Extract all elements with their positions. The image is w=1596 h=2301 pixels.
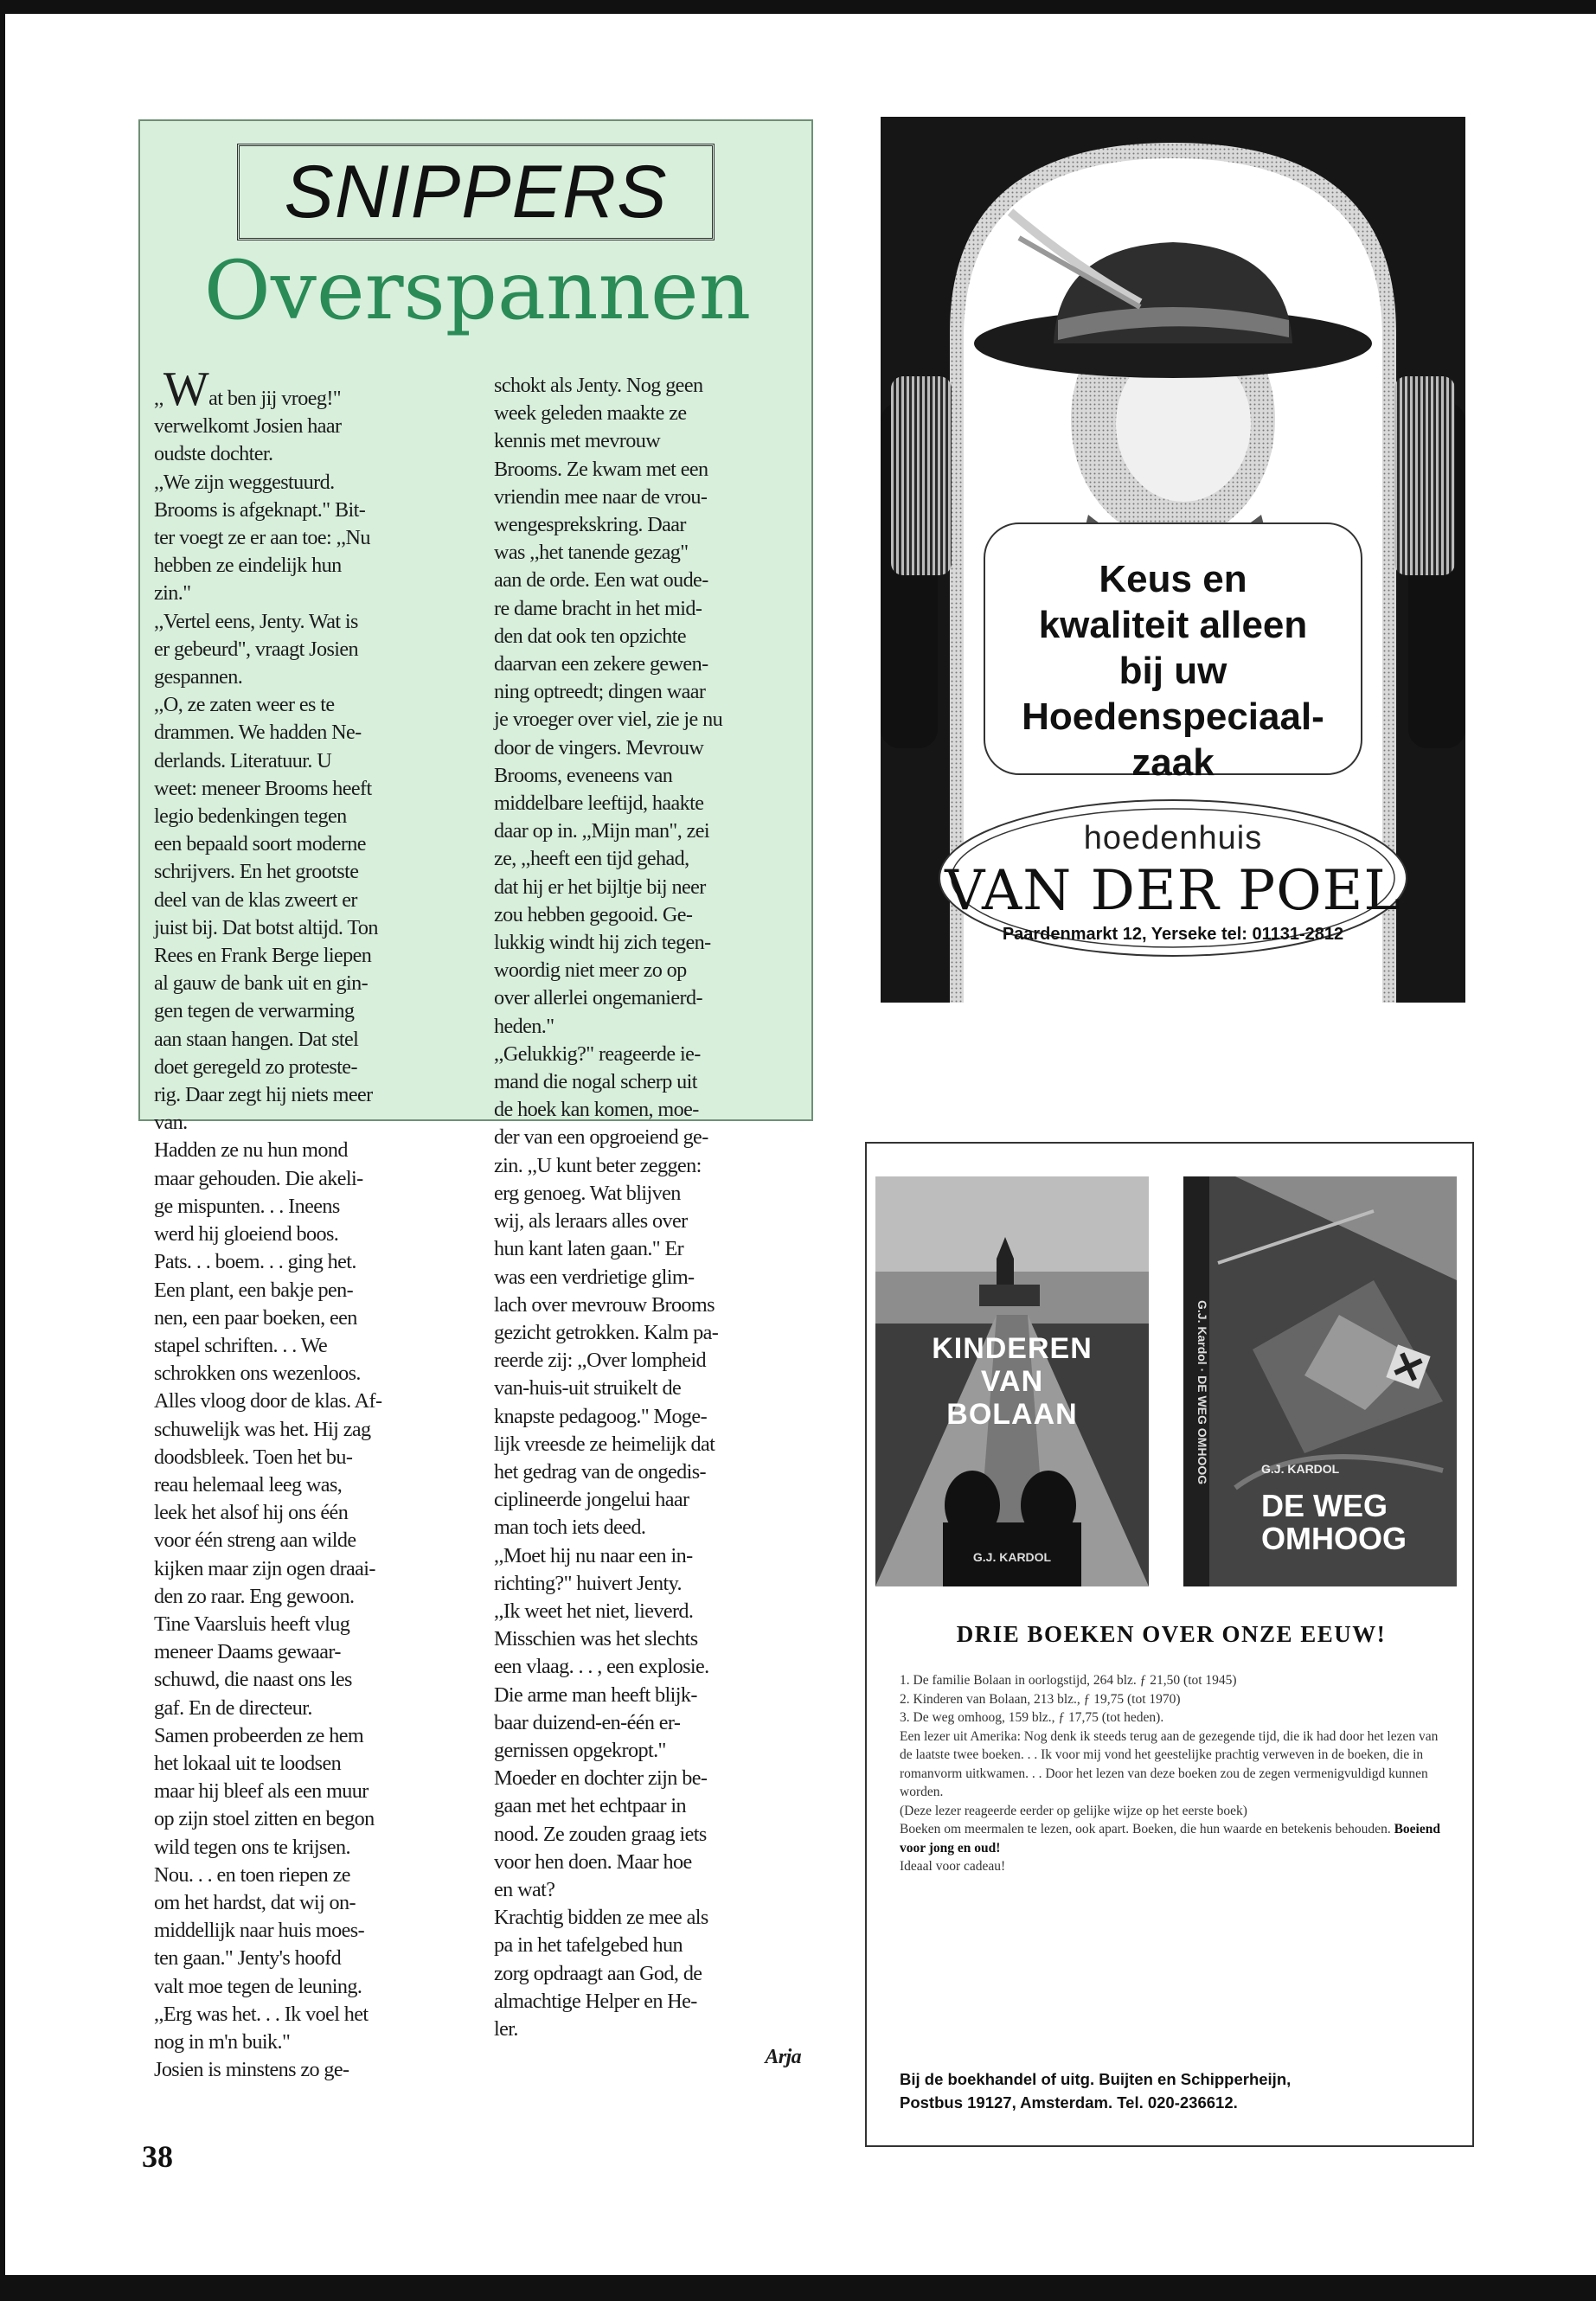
book-item-3: 3. De weg omhoog, 159 blz., ƒ 17,75 (tot heden). bbox=[900, 1710, 1164, 1725]
article-line: zin. ,,U kunt beter zeggen: bbox=[494, 1153, 702, 1177]
article-signature: Arja bbox=[765, 2046, 801, 2069]
article-line: middelbare leeftijd, haakte bbox=[494, 792, 704, 816]
article-line: ,,Gelukkig?" reageerde ie- bbox=[494, 1042, 701, 1066]
article-line: stapel schriften. . . We bbox=[154, 1333, 328, 1357]
book-cover-de-weg-omhoog bbox=[1183, 1176, 1457, 1586]
article-line: knapste pedagoog." Moge- bbox=[494, 1404, 708, 1428]
article-line: der van een opgroeiend ge- bbox=[494, 1125, 708, 1150]
article-line: ,,Ik weet het niet, lieverd. bbox=[494, 1599, 694, 1623]
article-line: leek het alsof hij ons één bbox=[154, 1501, 349, 1525]
article-line: maar gehouden. Die akeli- bbox=[154, 1166, 363, 1190]
article-line: gernissen opgekropt." bbox=[494, 1738, 666, 1762]
headline: Overspannen bbox=[203, 244, 752, 338]
article-line bbox=[154, 362, 461, 416]
article-line: lach over mevrouw Brooms bbox=[494, 1292, 715, 1317]
book-item-2: 2. Kinderen van Bolaan, 213 blz., ƒ 19,75 (tot 1970) bbox=[900, 1691, 1181, 1707]
article-line: ,,Moet hij nu naar een in- bbox=[494, 1543, 693, 1567]
article-right-column bbox=[494, 372, 801, 2069]
article-line: weet: meneer Brooms heeft bbox=[154, 776, 372, 800]
hat-shop-advertisement bbox=[881, 117, 1465, 1003]
dropcap-prefix: ,, bbox=[154, 387, 163, 410]
article-line: van-huis-uit struikelt de bbox=[494, 1376, 682, 1400]
recommendation bbox=[900, 1820, 1453, 1857]
publisher-line-1: Bij de boekhandel of uitg. Buijten en Schipperheijn, bbox=[900, 2070, 1292, 2088]
article-line: Nou. . . en toen riepen ze bbox=[154, 1862, 350, 1887]
article-line: meneer Daams gewaar- bbox=[154, 1640, 341, 1664]
article-line: nog in m'n buik." bbox=[154, 2029, 291, 2054]
article-line: gen tegen de verwarming bbox=[154, 999, 355, 1023]
article-line: ge mispunten. . . Ineens bbox=[154, 1194, 340, 1218]
article-line: je vroeger over viel, zie je nu bbox=[494, 708, 723, 732]
article-line: middellijk naar huis moes- bbox=[154, 1919, 365, 1943]
article-line: dat hij er het bijltje bij neer bbox=[494, 875, 706, 899]
article-line: almachtige Helper en He- bbox=[494, 1989, 697, 2013]
publisher-footer bbox=[900, 2067, 1453, 2114]
article-line: ter voegt ze er aan toe: ,,Nu bbox=[154, 526, 370, 550]
book-2-title-line: OMHOOG bbox=[1261, 1521, 1407, 1556]
article-line: al gauw de bank uit en gin- bbox=[154, 971, 369, 996]
article-line: juist bij. Dat botst altijd. Ton bbox=[154, 915, 378, 939]
article-line: schrokken ons wezenloos. bbox=[154, 1362, 361, 1386]
article-line: Josien is minstens zo ge- bbox=[154, 2058, 349, 2082]
reader-note: (Deze lezer reageerde eerder op gelijke wijze op het eerste boek) bbox=[900, 1803, 1247, 1818]
article-line: lijk vreesde ze heimelijk dat bbox=[494, 1432, 715, 1456]
book-1-author: G.J. KARDOL bbox=[972, 1550, 1052, 1564]
article-line: het lokaal uit te loodsen bbox=[154, 1751, 342, 1775]
brand-small: hoedenhuis bbox=[1083, 820, 1263, 856]
article-line: reerde zij: ,,Over lompheid bbox=[494, 1349, 707, 1373]
article-line: was ,,het tanende gezag" bbox=[494, 541, 689, 565]
article-line: kennis met mevrouw bbox=[494, 429, 661, 453]
article-line: door de vingers. Mevrouw bbox=[494, 735, 704, 760]
reader-quote: Een lezer uit Amerika: Nog denk ik steeds terug aan de gezegende tijd, die ik had door het lezen van de laatste twee boeken. . . Ik voor mij vond het geestelijke prachtig verweven in de boeken, die in romanvorm uitkwamen. . . Door het lezen van deze boeken zou de zegen vermenigvuldigd kunnen worden. bbox=[900, 1728, 1439, 1799]
book-1-title-line: KINDEREN bbox=[932, 1332, 1093, 1365]
article-line: reau helemaal leeg was, bbox=[154, 1472, 343, 1497]
article-line: schrijvers. En het grootste bbox=[154, 860, 359, 884]
brand-name: VAN DER POEL bbox=[945, 859, 1401, 923]
article-line: zou hebben gegooid. Ge- bbox=[494, 902, 693, 926]
article-line-text: at ben jij vroeg!" bbox=[208, 387, 342, 410]
article-line: Brooms, eveneens van bbox=[494, 763, 673, 787]
article-line: ler. bbox=[494, 2016, 518, 2041]
article-line: richting?" huivert Jenty. bbox=[494, 1571, 682, 1595]
article-line: gaan met het echtpaar in bbox=[494, 1794, 686, 1818]
article-line: derlands. Literatuur. U bbox=[154, 748, 332, 772]
article-line: wengesprekskring. Daar bbox=[494, 513, 686, 537]
article-line: daar op in. ,,Mijn man", zei bbox=[494, 819, 709, 843]
article-line: zin." bbox=[154, 581, 191, 606]
article-line: schuwd, die naast ons les bbox=[154, 1668, 352, 1692]
book-1-title bbox=[875, 1332, 1149, 1431]
book-2-title bbox=[1261, 1490, 1407, 1555]
article-line: mand die nogal scherp uit bbox=[494, 1070, 697, 1094]
slogan-line: zaak bbox=[1131, 741, 1215, 784]
article-line: den zo raar. Eng gewoon. bbox=[154, 1584, 355, 1608]
article-line: er gebeurd", vraagt Josien bbox=[154, 637, 359, 661]
slogan-line: Hoedenspeciaal- bbox=[1022, 695, 1324, 738]
article-line: Moeder en dochter zijn be- bbox=[494, 1766, 708, 1791]
scan-left-border bbox=[0, 0, 5, 2301]
slogan-line: bij uw bbox=[1118, 650, 1227, 692]
gift-text: Ideaal voor cadeau! bbox=[900, 1859, 1006, 1874]
article-line: doet geregeld zo proteste- bbox=[154, 1054, 357, 1079]
article-line: ,,O, ze zaten weer es te bbox=[154, 693, 335, 717]
article-line: Misschien was het slechts bbox=[494, 1627, 698, 1651]
article-line: vriendin mee naar de vrou- bbox=[494, 484, 708, 509]
article-line: voor één streng aan wilde bbox=[154, 1529, 356, 1553]
book-1-title-line: BOLAAN bbox=[946, 1398, 1078, 1431]
article-line: hebben ze eindelijk hun bbox=[154, 554, 342, 578]
scan-bottom-border bbox=[0, 2275, 1596, 2301]
article-line: schuwelijk was het. Hij zag bbox=[154, 1417, 371, 1441]
article-line: Brooms. Ze kwam met een bbox=[494, 457, 708, 481]
article-line: Brooms is afgeknapt." Bit- bbox=[154, 497, 366, 522]
article-line: valt moe tegen de leuning. bbox=[154, 1974, 362, 1998]
article-line: wij, als leraars alles over bbox=[494, 1209, 688, 1234]
article-line: woordig niet meer zo op bbox=[494, 958, 687, 983]
article-line: re dame bracht in het mid- bbox=[494, 596, 702, 620]
article-line: erg genoeg. Wat blijven bbox=[494, 1181, 681, 1205]
article-line: deel van de klas zweert er bbox=[154, 888, 357, 912]
article-line: Alles vloog door de klas. Af- bbox=[154, 1389, 382, 1413]
article-line: voor hen doen. Maar hoe bbox=[494, 1849, 692, 1874]
article-line: drammen. We hadden Ne- bbox=[154, 721, 362, 745]
article-line: aan staan hangen. Dat stel bbox=[154, 1027, 359, 1051]
article-line: kijken maar zijn ogen draai- bbox=[154, 1556, 375, 1580]
article-line: aan de orde. Een wat oude- bbox=[494, 568, 708, 593]
article-line: schokt als Jenty. Nog geen bbox=[494, 374, 703, 397]
article-line: ,,We zijn weggestuurd. bbox=[154, 470, 335, 494]
article-line: het gedrag van de ongedis- bbox=[494, 1459, 706, 1484]
brand-address: Paardenmarkt 12, Yerseke tel: 01131-2812 bbox=[1002, 925, 1344, 944]
article-line: Hadden ze nu hun mond bbox=[154, 1138, 348, 1163]
article-line: week geleden maakte ze bbox=[494, 401, 687, 426]
page-number: 38 bbox=[142, 2139, 173, 2174]
article-line: ning optreedt; dingen waar bbox=[494, 680, 706, 704]
publisher-line-2: Postbus 19127, Amsterdam. Tel. 020-236612. bbox=[900, 2093, 1238, 2112]
article-line: legio bedenkingen tegen bbox=[154, 804, 347, 829]
article-line: ze, ,,heeft een tijd gehad, bbox=[494, 847, 689, 871]
article-line: wild tegen ons te krijsen. bbox=[154, 1835, 350, 1859]
article-line: pa in het tafelgebed hun bbox=[494, 1933, 683, 1958]
snippers-column bbox=[138, 119, 813, 2082]
article-line: Die arme man heeft blijk- bbox=[494, 1682, 697, 1707]
article-line: zorg opdraagt aan God, de bbox=[494, 1961, 702, 1985]
books-body bbox=[900, 1671, 1453, 1876]
hat-ad-slogan bbox=[950, 556, 1396, 785]
article-line: maar hij bleef als een muur bbox=[154, 1779, 369, 1804]
book-item-1: 1. De familie Bolaan in oorlogstijd, 264 blz. ƒ 21,50 (tot 1945) bbox=[900, 1673, 1237, 1688]
book-2-author: G.J. KARDOL bbox=[1261, 1462, 1340, 1476]
article-line: verwelkomt Josien haar bbox=[154, 414, 342, 439]
recommendation-text: Boeken om meermalen te lezen, ook apart. Boeken, die hun waarde en betekenis behouden. bbox=[900, 1822, 1391, 1836]
article-line: Tine Vaarsluis heeft vlug bbox=[154, 1612, 350, 1636]
article-line: ten gaan." Jenty's hoofd bbox=[154, 1946, 342, 1971]
article-left-column bbox=[154, 362, 461, 2082]
article-line: over allerlei ongemanierd- bbox=[494, 986, 702, 1010]
section-label: SNIPPERS bbox=[284, 150, 668, 234]
book-2-spine: G.J. Kardol · DE WEG OMHOOG bbox=[1195, 1300, 1209, 1485]
article-line: de hoek kan komen, moe- bbox=[494, 1098, 699, 1122]
article-line: nood. Ze zouden graag iets bbox=[494, 1822, 707, 1846]
article-line: ciplineerde jongelui haar bbox=[494, 1488, 689, 1512]
article-line: was een verdrietige glim- bbox=[494, 1265, 695, 1289]
article-line: van. bbox=[154, 1111, 188, 1135]
article-line: werd hij gloeiend boos. bbox=[154, 1222, 339, 1247]
article-line: lukkig windt hij zich tegen- bbox=[494, 931, 711, 955]
article-line: daarvan een zekere gewen- bbox=[494, 652, 708, 676]
article-line: Rees en Frank Berge liepen bbox=[154, 944, 372, 968]
article-line: Een plant, een bakje pen- bbox=[154, 1278, 354, 1302]
article-line: Krachtig bidden ze mee als bbox=[494, 1906, 708, 1930]
article-line: Samen probeerden ze hem bbox=[154, 1723, 364, 1747]
recommendation-bold: Boeiend voor jong en oud! bbox=[900, 1822, 1440, 1856]
article-line: heden." bbox=[494, 1014, 554, 1038]
article-line: gezicht getrokken. Kalm pa- bbox=[494, 1320, 719, 1344]
article-line: op zijn stoel zitten en begon bbox=[154, 1807, 375, 1831]
book-cover-kinderen-van-bolaan bbox=[875, 1176, 1149, 1586]
article-line: oudste dochter. bbox=[154, 442, 273, 466]
article-line: een vlaag. . . , een explosie. bbox=[494, 1655, 709, 1679]
article-line: man toch iets deed. bbox=[494, 1516, 646, 1540]
article-line: ,,Erg was het. . . Ik voel het bbox=[154, 2002, 369, 2026]
books-heading: DRIE BOEKEN OVER ONZE EEUW! bbox=[956, 1621, 1387, 1647]
scan-top-border bbox=[0, 0, 1596, 14]
article-line: nen, een paar boeken, een bbox=[154, 1305, 357, 1330]
book-1-title-line: VAN bbox=[980, 1365, 1044, 1398]
article-line: om het hardst, dat wij on- bbox=[154, 1890, 356, 1914]
article-line: een bepaald soort moderne bbox=[154, 832, 366, 856]
article-line: baar duizend-en-één er- bbox=[494, 1710, 681, 1734]
article-line: en wat? bbox=[494, 1877, 555, 1901]
article-line: doodsbleek. Toen het bu- bbox=[154, 1445, 353, 1469]
book-advertisement bbox=[865, 1142, 1474, 2147]
article-line: Pats. . . boem. . . ging het. bbox=[154, 1250, 356, 1274]
article-line: gespannen. bbox=[154, 665, 243, 689]
dropcap: W bbox=[163, 362, 209, 416]
article-line: den dat ook ten opzichte bbox=[494, 624, 687, 648]
slogan-line: kwaliteit alleen bbox=[1038, 604, 1308, 646]
article-line: hun kant laten gaan." Er bbox=[494, 1237, 684, 1261]
article-columns bbox=[154, 362, 801, 2082]
article-line: gaf. En de directeur. bbox=[154, 1695, 312, 1720]
book-2-title-line: DE WEG bbox=[1261, 1488, 1388, 1523]
article-line: ,,Vertel eens, Jenty. Wat is bbox=[154, 609, 358, 633]
slogan-line: Keus en bbox=[1099, 558, 1247, 600]
article-line: rig. Daar zegt hij niets meer bbox=[154, 1083, 373, 1107]
section-label-box bbox=[237, 144, 715, 240]
